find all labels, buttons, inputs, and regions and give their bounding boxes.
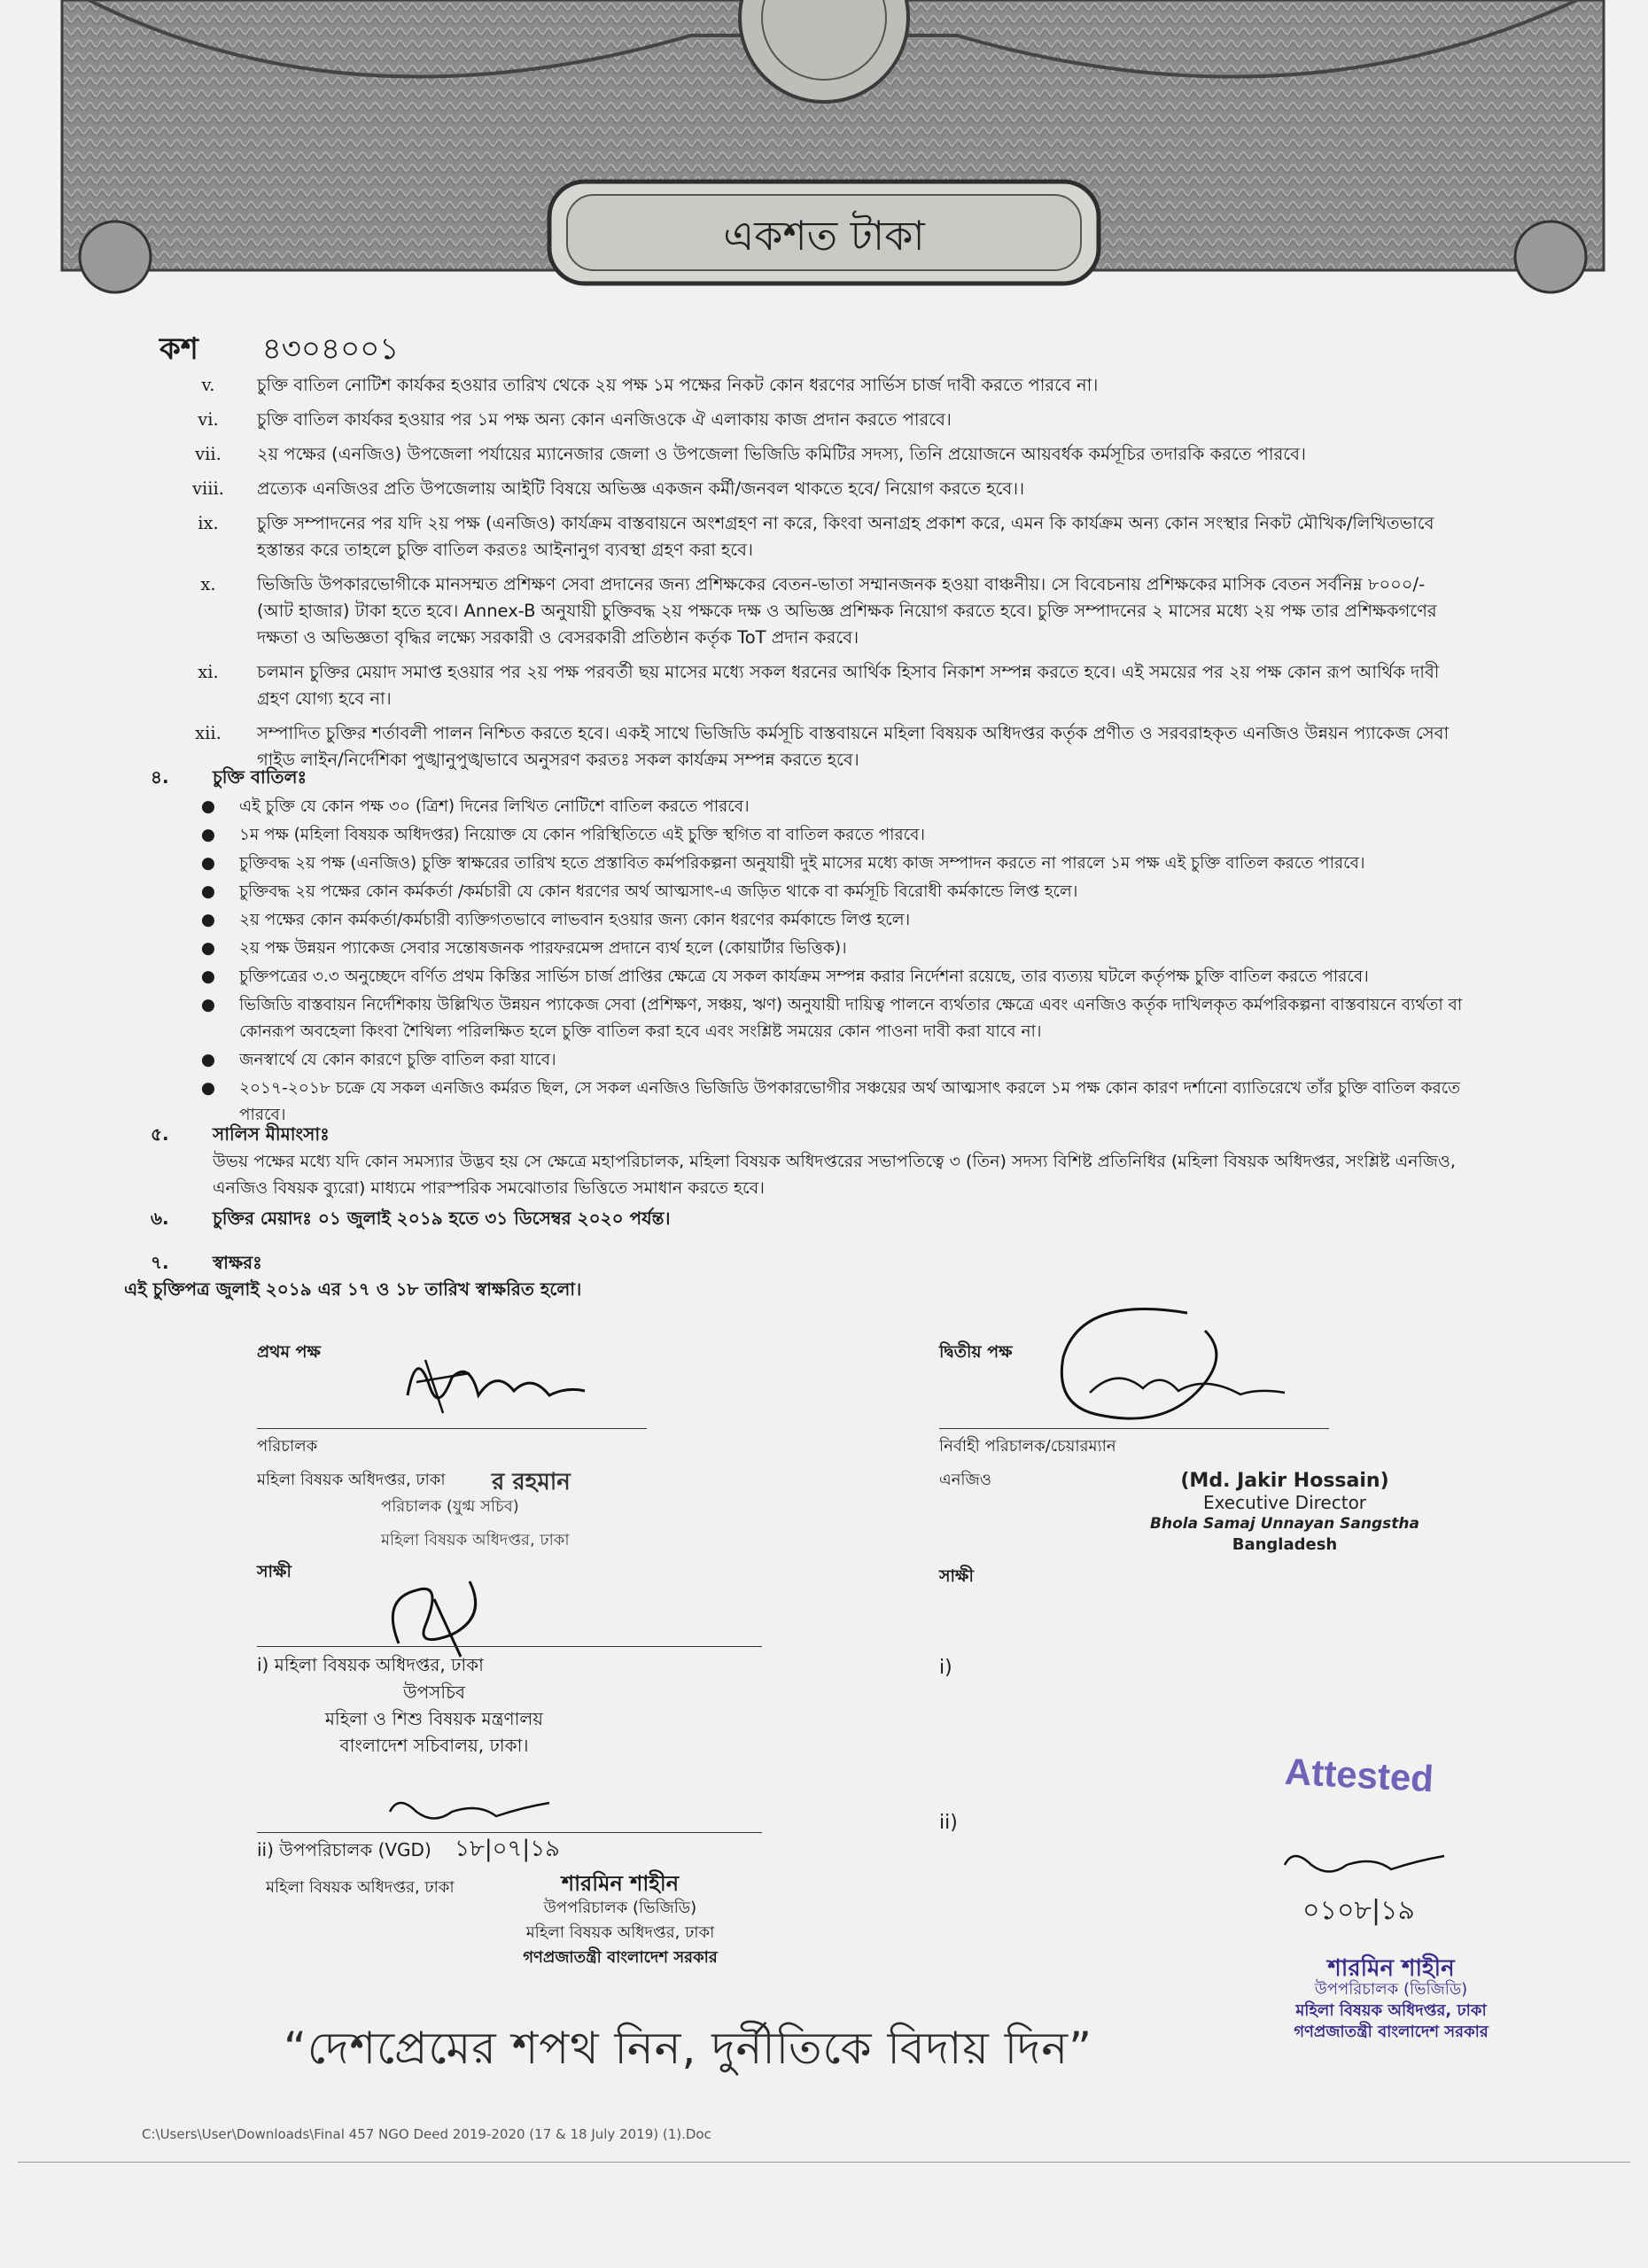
witness-right-stamp (1214, 1955, 1568, 2043)
list-item (177, 936, 1471, 962)
list-item (177, 850, 1471, 877)
bullet-text: চুক্তিপত্রের ৩.৩ অনুচ্ছেদে বর্ণিত প্রথম কিস্তির সার্ভিস চার্জ প্রাপ্তির ক্ষেত্রে যে সকল কার্যক্রম সম্পন্ন করার নির্দেশনা রয়েছে, তার ব্যত্যয় ঘটলে কর্তৃপক্ষ চুক্তি বাতিল করতে পারবে। (239, 967, 1369, 986)
witness-left-2-stamp-government: গণপ্রজাতন্ত্রী বাংলাদেশ সরকার (523, 1948, 718, 1967)
first-party-stamp-designation: পরিচালক (যুগ্ম সচিব) (381, 1497, 519, 1516)
clause-item (159, 571, 1462, 651)
serial-number (159, 326, 452, 377)
bullet-icon: ● (200, 1051, 216, 1069)
bullet-text: চুক্তিবদ্ধ ২য় পক্ষের কোন কর্মকর্তা /কর্মচারী যে কোন ধরণের অর্থ আত্মসাৎ-এ জড়িত থাকে বা কর্মসূচি বিরোধী কর্মকান্ডে লিপ্ত হলে। (239, 882, 1078, 901)
bullet-icon: ● (200, 1079, 216, 1098)
witness-left-signature-2 (381, 1785, 558, 1838)
clause-number: vii. (195, 444, 222, 464)
termination-bullets (177, 794, 1471, 1130)
witness-right-stamp-government: গণপ্রজাতন্ত্রী বাংলাদেশ সরকার (1294, 2023, 1489, 2041)
clause-text: চলমান চুক্তির মেয়াদ সমাপ্ত হওয়ার পর ২য় পক্ষ পরবর্তী ছয় মাসের মধ্যে সকল ধরনের আর্থিক হিসাব নিকাশ সম্পন্ন করতে হবে। এই সময়ের পর ২য় পক্ষ কোন রূপ আর্থিক দাবী গ্রহণ যোগ্য হবে না। (257, 662, 1440, 709)
witness-right-date: ০১০৮|১৯ (1302, 1895, 1415, 1926)
clause-item (159, 441, 1462, 468)
duration-number: ৬. (151, 1208, 169, 1229)
clause-text: ২য় পক্ষের (এনজিও) উপজেলা পর্যায়ের ম্যানেজার জেলা ও উপজেলা ভিজিডি কমিটির সদস্য, তিনি প্রয়োজনে আয়বর্ধক কর্মসূচির তদারকি করতে পারবে। (257, 444, 1306, 464)
clause-number: xii. (195, 723, 222, 743)
arbitration-number: ৫. (151, 1123, 169, 1145)
list-item (177, 964, 1471, 990)
witness-left-label: সাক্ষী (257, 1562, 292, 1581)
witness-left-1-stamp (292, 1679, 576, 1759)
witness-left-1-stamp-designation: উপসচিব (402, 1682, 465, 1703)
witness-right-signature (1276, 1838, 1453, 1891)
bullet-text: ১ম পক্ষ (মহিলা বিষয়ক অধিদপ্তর) নিয়োক্ত যে কোন পরিস্থিতিতে এই চুক্তি স্থগিত বা বাতিল করতে পারবে। (239, 826, 926, 844)
termination-heading (151, 764, 307, 790)
second-party-org: এনজিও (939, 1471, 991, 1489)
clause-item (159, 476, 1462, 502)
list-item (177, 992, 1471, 1045)
witness-left-1-org: মহিলা বিষয়ক অধিদপ্তর, ঢাকা (274, 1654, 484, 1675)
witness-left-2-line (257, 1832, 762, 1833)
second-party-stamp-designation: Executive Director (1202, 1492, 1367, 1513)
list-item (177, 879, 1471, 905)
second-party-stamp-country: Bangladesh (1232, 1535, 1338, 1554)
signatures-number: ৭. (151, 1252, 169, 1273)
first-party-stamp-office: মহিলা বিষয়ক অধিদপ্তর, ঢাকা (381, 1531, 570, 1550)
first-party-signature-line (257, 1428, 647, 1429)
witness-left-1-marker: i) (257, 1654, 269, 1675)
bullet-icon: ● (200, 826, 216, 844)
clause-text: ভিজিডি উপকারভোগীকে মানসম্মত প্রশিক্ষণ সেবা প্রদানের জন্য প্রশিক্ষকের বেতন-ভাতা সম্মানজনক হওয়া বাঞ্চনীয়। সে বিবেচনায় প্রশিক্ষকের মাসিক বেতন সর্বনিম্ন ৮০০০/- (আট হাজার) টাকা হতে হবে। Annex-B অনুযায়ী চুক্তিবদ্ধ ২য় পক্ষকে দক্ষ ও অভিজ্ঞ প্রশিক্ষক নিয়োগ করতে হবে। চুক্তি সম্পাদনের ২ মাসের মধ্যে ২য় পক্ষ তার প্রশিক্ষকগণের দক্ষতা ও অভিজ্ঞতা বৃদ্ধির লক্ষ্যে সরকারী ও বেসরকারী প্রতিষ্ঠান কর্তৃক ToT প্রদান করবে। (257, 574, 1437, 648)
clause-number: v. (201, 375, 215, 395)
clause-number: viii. (192, 478, 224, 499)
signatures-title: স্বাক্ষরঃ (213, 1252, 262, 1273)
duration-line (151, 1205, 671, 1231)
serial-digits: ৪৩০৪০০১ (261, 331, 400, 367)
signatures-heading (151, 1249, 262, 1276)
footer-divider (18, 2162, 1630, 2163)
first-party-title: পরিচালক (257, 1437, 318, 1456)
second-party-title: নির্বাহী পরিচালক/চেয়ারম্যান (939, 1437, 1116, 1456)
witness-left-2-stamp-designation: উপপরিচালক (ভিজিডি) (543, 1899, 697, 1917)
clause-item (159, 720, 1462, 773)
list-item (177, 822, 1471, 849)
bullet-text: ২০১৭-২০১৮ চক্রে যে সকল এনজিও কর্মরত ছিল, সে সকল এনজিও ভিজিডি উপকারভোগীর সঞ্চয়ের অর্থ আত্মসাৎ করলে ১ম পক্ষ কোন কারণ দর্শানো ব্যাতিরেখে তাঁর চুক্তি বাতিল করতে পারবে। (239, 1079, 1461, 1124)
witness-right-label: সাক্ষী (939, 1566, 974, 1586)
first-party-label: প্রথম পক্ষ (257, 1342, 321, 1362)
slogan: “দেশপ্রেমের শপথ নিন, দুর্নীতিকে বিদায় দিন” (284, 2023, 1093, 2074)
bullet-text: এই চুক্তি যে কোন পক্ষ ৩০ (ত্রিশ) দিনের লিখিত নোটিশে বাতিল করতে পারবে। (239, 797, 750, 816)
bullet-text: ২য় পক্ষ উন্নয়ন প্যাকেজ সেবার সন্তোষজনক পারফরমেন্স প্রদানে ব্যর্থ হলে (কোয়ার্টার ভিত্তিক)। (239, 939, 847, 958)
bullet-text: ভিজিডি বাস্তবায়ন নির্দেশিকায় উল্লিখিত উন্নয়ন প্যাকেজ সেবা (প্রশিক্ষণ, সঞ্চয়, ঋণ) অনুযায়ী দায়িত্ব পালনে ব্যর্থতার ক্ষেত্রে এবং এনজিও কর্তৃক দাখিলকৃত কর্মপরিকল্পনা বাস্তবায়নে ব্যর্থতা বা কোনরূপ অবহেলা কিংবা শৈথিল্য পরিলক্ষিত হলে চুক্তি বাতিল করা হবে এবং সংশ্লিষ্ট সময়ের কোন পাওনা দাবী করা যাবে না। (239, 996, 1463, 1041)
bullet-icon: ● (200, 882, 216, 901)
bullet-icon: ● (200, 797, 216, 816)
witness-left-2-org: মহিলা বিষয়ক অধিদপ্তর, ঢাকা (266, 1878, 455, 1897)
bullet-icon: ● (200, 967, 216, 986)
clause-number: vi. (198, 409, 219, 430)
stamp-value-text: একশত টাকা (723, 212, 925, 260)
first-party-stamp-name: র রহমান (492, 1469, 571, 1495)
clause-item (159, 407, 1462, 433)
witness-left-2-stamp-name: শারমিন শাহীন (561, 1871, 680, 1896)
clause-number: xi. (198, 662, 219, 682)
clause-number: ix. (198, 513, 219, 533)
witness-right-2-marker: ii) (939, 1812, 958, 1834)
second-party-signature-line (939, 1428, 1329, 1429)
second-party-signature (1028, 1295, 1294, 1428)
file-path: C:\Users\User\Downloads\Final 457 NGO Deed 2019-2020 (17 & 18 July 2019) (1).Doc (142, 2126, 711, 2142)
bullet-icon: ● (200, 996, 216, 1014)
arbitration-heading (151, 1121, 330, 1147)
bullet-icon: ● (200, 939, 216, 958)
witness-right-stamp-office: মহিলা বিষয়ক অধিদপ্তর, ঢাকা (1295, 2001, 1487, 2020)
witness-left-2-text (257, 1837, 560, 1861)
witness-right-stamp-designation: উপপরিচালক (ভিজিডি) (1314, 1980, 1468, 1999)
list-item (177, 794, 1471, 820)
first-party-org: মহিলা বিষয়ক অধিদপ্তর, ঢাকা (257, 1471, 446, 1489)
signatures-intro: এই চুক্তিপত্র জুলাই ২০১৯ এর ১৭ ও ১৮ তারিখ স্বাক্ষরিত হলো। (124, 1278, 582, 1300)
list-item (177, 1076, 1471, 1129)
first-party-signature (390, 1342, 594, 1426)
second-party-stamp (1134, 1471, 1435, 1556)
termination-number: ৪. (151, 766, 169, 788)
witness-left-1-line (257, 1646, 762, 1647)
witness-right-1-marker: i) (939, 1657, 952, 1679)
attested-stamp: Attested (1283, 1750, 1435, 1800)
second-party-stamp-name: (Md. Jakir Hossain) (1180, 1470, 1389, 1492)
clause-text: চুক্তি বাতিল নোটিশ কার্যকর হওয়ার তারিখ থেকে ২য় পক্ষ ১ম পক্ষের নিকট কোন ধরণের সার্ভিস চার্জ দাবী করতে পারবে না। (257, 375, 1099, 395)
witness-left-2-date: ১৮|০৭|১৯ (455, 1836, 560, 1862)
bullet-icon: ● (200, 854, 216, 873)
clause-number: x. (200, 574, 216, 594)
witness-right-stamp-name: শারমিন শাহীন (1327, 1955, 1455, 1982)
duration-text: চুক্তির মেয়াদঃ ০১ জুলাই ২০১৯ হতে ৩১ ডিসেম্বর ২০২০ পর্যন্ত। (213, 1208, 671, 1229)
bullet-text: জনস্বার্থে যে কোন কারণে চুক্তি বাতিল করা যাবে। (239, 1051, 556, 1069)
clause-item (159, 372, 1462, 399)
witness-left-2-stamp (461, 1871, 780, 1970)
termination-title: চুক্তি বাতিলঃ (213, 766, 307, 788)
clause-list (159, 372, 1462, 781)
witness-left-1-text (257, 1653, 484, 1676)
list-item (177, 1047, 1471, 1074)
clause-text: চুক্তি বাতিল কার্যকর হওয়ার পর ১ম পক্ষ অন্য কোন এনজিওকে ঐ এলাকায় কাজ প্রদান করতে পারবে। (257, 409, 952, 430)
arbitration-title: সালিস মীমাংসাঃ (213, 1123, 330, 1145)
clause-text: চুক্তি সম্পাদনের পর যদি ২য় পক্ষ (এনজিও) কার্যক্রম বাস্তবায়নে অংশগ্রহণ না করে, কিংবা অনাগ্রহ প্রকাশ করে, এমন কি কার্যক্রম অন্য কোন সংস্থার নিকট মৌখিক/লিখিতভাবে হস্তান্তর করে তাহলে চুক্তি বাতিল করতঃ আইনানুগ ব্যবস্থা গ্রহণ করা হবে। (257, 513, 1434, 560)
serial-prefix: কশ (159, 331, 198, 367)
clause-item (159, 659, 1462, 712)
witness-left-1-stamp-ministry: মহিলা ও শিশু বিষয়ক মন্ত্রণালয় (324, 1708, 544, 1729)
clause-text: প্রত্যেক এনজিওর প্রতি উপজেলায় আইটি বিষয়ে অভিজ্ঞ একজন কর্মী/জনবল থাকতে হবে/ নিয়োগ করতে হবে।। (257, 478, 1025, 499)
clause-text: সম্পাদিত চুক্তির শর্তাবলী পালন নিশ্চিত করতে হবে। একই সাথে ভিজিডি কর্মসূচি বাস্তবায়নে মহিলা বিষয়ক অধিদপ্তর কর্তৃক প্রণীত ও সরবরাহকৃত এনজিও উন্নয়ন প্যাকেজ সেবা গাইড লাইন/নির্দেশিকা পুঙ্খানুপুঙ্খভাবে অনুসরণ করতঃ সকল কার্যক্রম সম্পন্ন করতে হবে। (257, 723, 1450, 770)
witness-left-1-stamp-office: বাংলাদেশ সচিবালয়, ঢাকা। (339, 1735, 529, 1756)
second-party-stamp-org: Bhola Samaj Unnayan Sangstha (1150, 1515, 1419, 1533)
bullet-icon: ● (200, 911, 216, 929)
clause-item (159, 510, 1462, 563)
list-item (177, 907, 1471, 934)
witness-left-2-stamp-office: মহিলা বিষয়ক অধিদপ্তর, ঢাকা (525, 1923, 715, 1942)
witness-left-2-designation: ii) উপপরিচালক (VGD) (257, 1839, 431, 1860)
second-party-label: দ্বিতীয় পক্ষ (939, 1342, 1013, 1362)
arbitration-text: উভয় পক্ষের মধ্যে যদি কোন সমস্যার উদ্ভব হয় সে ক্ষেত্রে মহাপরিচালক, মহিলা বিষয়ক অধিদপ্তরের সভাপতিত্বে ৩ (তিন) সদস্য বিশিষ্ট প্রতিনিধির (মহিলা বিষয়ক অধিদপ্তর, সংশ্লিষ্ট এনজিও, এনজিও বিষয়ক ব্যুরো) মাধ্যমে পারস্পরিক সমঝোতার ভিত্তিতে সমাধান করতে হবে। (213, 1152, 1456, 1198)
bullet-text: ২য় পক্ষের কোন কর্মকর্তা/কর্মচারী ব্যক্তিগতভাবে লাভবান হওয়ার জন্য কোন ধরণের কর্মকান্ডে লিপ্ত হলে। (239, 911, 911, 929)
bullet-text: চুক্তিবদ্ধ ২য় পক্ষ (এনজিও) চুক্তি স্বাক্ষরের তারিখ হতে প্রস্তাবিত কর্মপরিকল্পনা অনুযায়ী দুই মাসের মধ্যে কাজ সম্পাদন করতে না পারলে ১ম পক্ষ এই চুক্তি বাতিল করতে পারবে। (239, 854, 1365, 873)
